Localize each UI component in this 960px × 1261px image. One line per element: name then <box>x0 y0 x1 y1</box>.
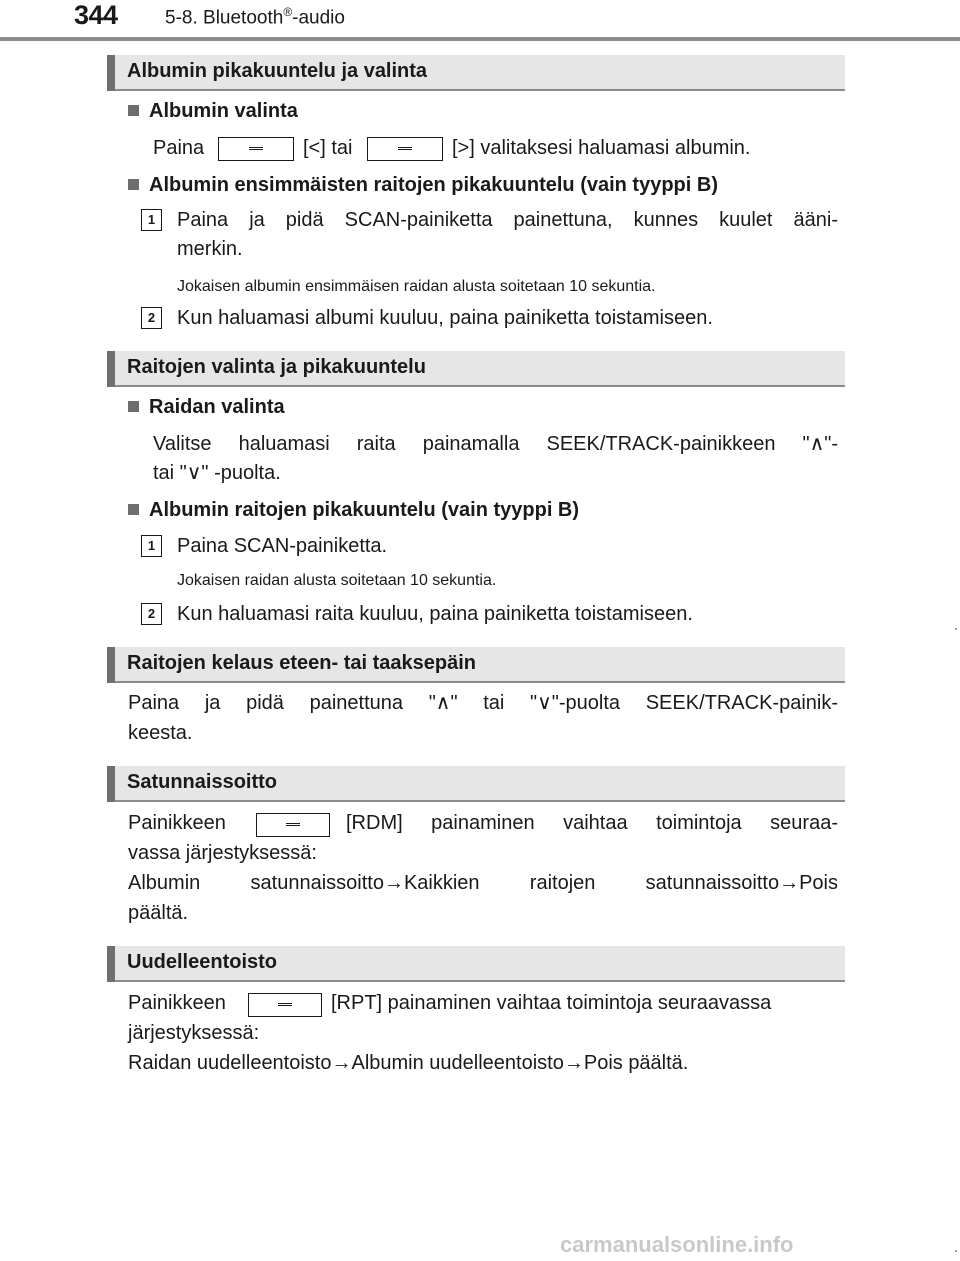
section-bar <box>107 946 115 982</box>
step-number-badge: 1 <box>141 535 162 557</box>
subheading-text: Albumin ensimmäisten raitojen pikakuuntelu (vain tyyppi B) <box>149 174 718 196</box>
step-text: Paina SCAN-painiketta. <box>177 535 388 557</box>
edge-mark <box>955 1250 957 1252</box>
rpt-button-icon <box>248 993 322 1017</box>
chapter-name: 5-8. Bluetooth <box>165 7 284 29</box>
section-heading-tracks <box>107 351 845 387</box>
subheading-text: Raidan valinta <box>149 396 285 418</box>
random-line1-pre: Painikkeen <box>128 812 226 834</box>
section-title: Raitojen kelaus eteen- tai taaksepäin <box>127 652 477 674</box>
album-select-paina: Paina <box>153 137 205 159</box>
paragraph-line: Raidan uudelleentoisto→Albumin uudelleentoisto→Pois päältä. <box>128 1052 689 1074</box>
section-heading-seek <box>107 647 845 683</box>
step-text: Paina ja pidä SCAN-painiketta painettuna, kunnes kuulet ääni- <box>177 209 838 231</box>
step-number-badge: 2 <box>141 307 162 329</box>
page-number: 344 <box>74 0 118 30</box>
album-select-post: [>] valitaksesi haluamasi albumin. <box>452 137 751 159</box>
step-note: Jokaisen raidan alusta soitetaan 10 sekuntia. <box>177 572 497 589</box>
subheading-text: Albumin valinta <box>149 100 298 122</box>
step-number-badge: 2 <box>141 603 162 625</box>
preset-button-icon <box>367 137 443 161</box>
chapter-suffix: -audio <box>292 7 345 29</box>
page-header <box>0 0 960 40</box>
repeat-line1-pre: Painikkeen <box>128 992 226 1014</box>
step-text: merkin. <box>177 238 243 260</box>
square-bullet-icon <box>128 504 139 515</box>
section-bar <box>107 351 115 387</box>
paragraph-line: järjestyksessä: <box>128 1022 260 1044</box>
paragraph-line: keesta. <box>128 722 193 744</box>
section-bar <box>107 647 115 683</box>
paragraph-line: Paina ja pidä painettuna "∧" tai "∨"-puolta SEEK/TRACK-painik- <box>128 692 838 714</box>
edge-mark <box>955 628 957 630</box>
step-note: Jokaisen albumin ensimmäisen raidan alusta soitetaan 10 sekuntia. <box>177 278 656 295</box>
album-select-mid: [<] tai <box>303 137 353 159</box>
section-title: Raitojen valinta ja pikakuuntelu <box>127 356 426 378</box>
header-rule <box>0 37 960 41</box>
section-bar <box>107 55 115 91</box>
button-glyph <box>286 823 300 826</box>
repeat-line1-post: [RPT] painaminen vaihtaa toimintoja seuraavassa <box>331 992 772 1014</box>
registered-mark: ® <box>283 5 293 19</box>
section-bar <box>107 766 115 802</box>
random-line1-post: [RDM] painaminen vaihtaa toimintoja seuraa- <box>346 812 838 834</box>
subheading-track-scan <box>128 496 579 525</box>
button-glyph <box>249 147 263 150</box>
section-title: Satunnaissoitto <box>127 771 278 793</box>
square-bullet-icon <box>128 105 139 116</box>
subheading-text: Albumin raitojen pikakuuntelu (vain tyyppi B) <box>149 499 580 521</box>
paragraph-line: päältä. <box>128 902 189 924</box>
subheading-album-select <box>128 97 298 126</box>
section-title: Uudelleentoisto <box>127 951 278 973</box>
section-heading-album <box>107 55 845 91</box>
step-text: Kun haluamasi albumi kuuluu, paina painiketta toistamiseen. <box>177 307 713 329</box>
paragraph-line: tai "∨" -puolta. <box>153 462 281 484</box>
button-glyph <box>278 1003 292 1006</box>
chapter-title <box>165 5 345 29</box>
paragraph-line: Valitse haluamasi raita painamalla SEEK/TRACK-painikkeen "∧"- <box>153 433 838 455</box>
subheading-album-scan <box>128 171 718 200</box>
square-bullet-icon <box>128 401 139 412</box>
square-bullet-icon <box>128 179 139 190</box>
watermark: carmanualsonline.info <box>560 1232 794 1257</box>
rdm-button-icon <box>256 813 330 837</box>
paragraph-line: Albumin satunnaissoitto→Kaikkien raitojen satunnaissoitto→Pois <box>128 872 838 894</box>
section-heading-repeat <box>107 946 845 982</box>
button-glyph <box>398 147 412 150</box>
preset-button-icon <box>218 137 294 161</box>
section-title: Albumin pikakuuntelu ja valinta <box>127 60 428 82</box>
subheading-track-select <box>128 393 285 422</box>
step-number-badge: 1 <box>141 209 162 231</box>
section-heading-random <box>107 766 845 802</box>
step-text: Kun haluamasi raita kuuluu, paina painiketta toistamiseen. <box>177 603 693 625</box>
paragraph-line: vassa järjestyksessä: <box>128 842 317 864</box>
